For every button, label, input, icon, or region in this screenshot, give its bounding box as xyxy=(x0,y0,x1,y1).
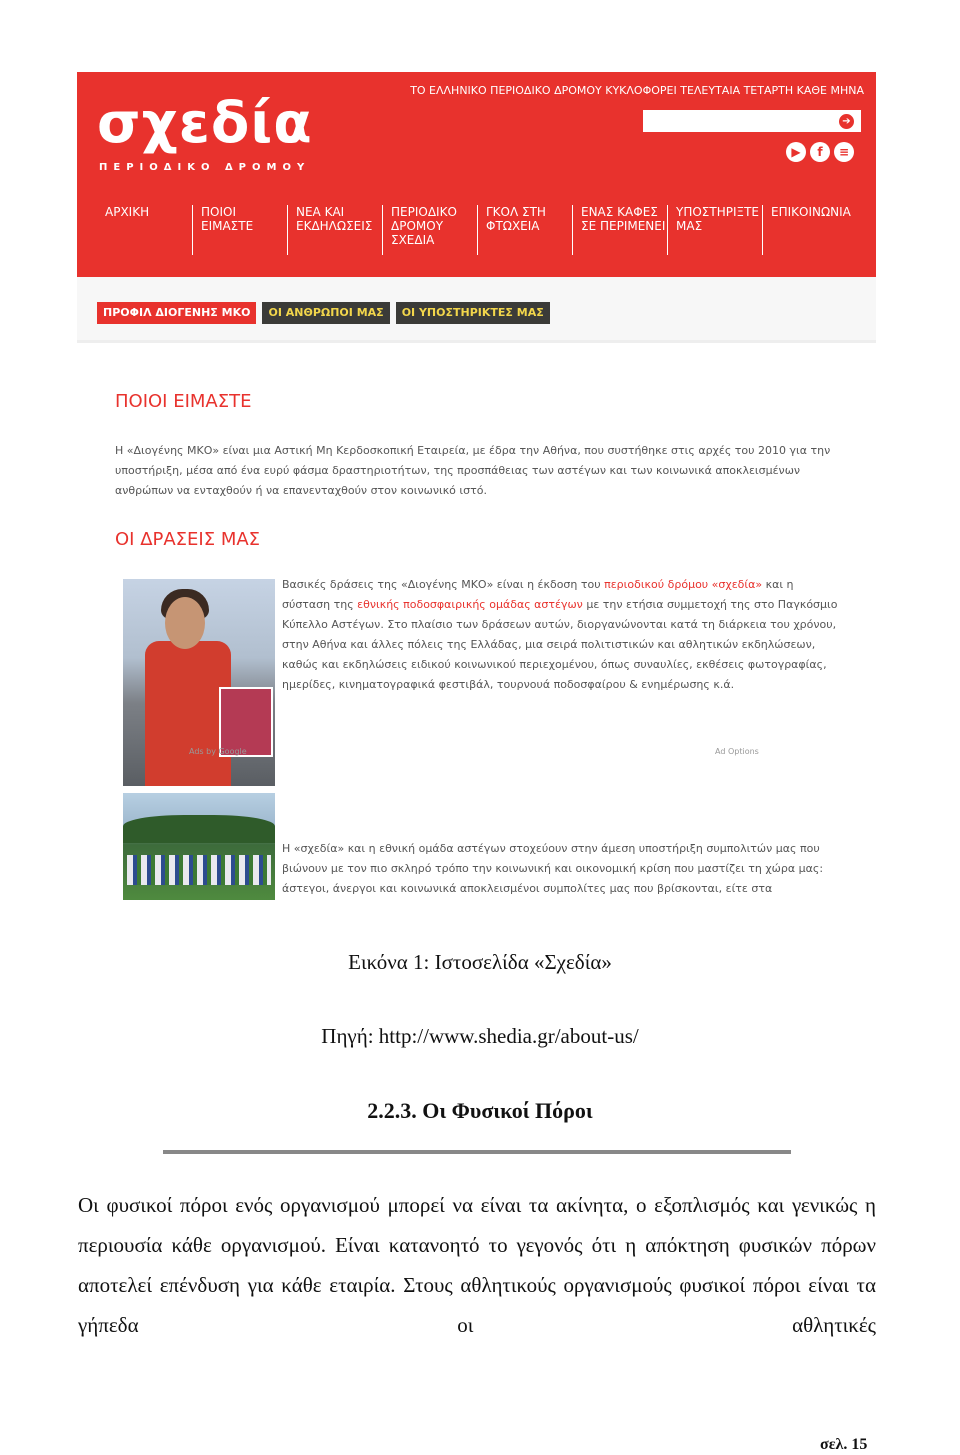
website-screenshot xyxy=(77,72,876,900)
sub-tabs xyxy=(97,302,550,324)
figure-source: Πηγή: http://www.shedia.gr/about-us/ xyxy=(321,1024,639,1048)
ad-label-left[interactable]: Ads by Google xyxy=(189,747,247,756)
nav-item-support-us[interactable]: ΥΠΟΣΤΗΡΙΞΤΕ ΜΑΣ xyxy=(667,205,762,255)
actions-text: Βασικές δράσεις της «Διογένης ΜΚΟ» είναι η έκδοση του περιοδικού δρόμου «σχεδία» και η σύσταση της εθνικής ποδοσφαιρικής ομάδας αστέγων με την ετήσια συμμετοχή της στο Παγκόσμιο Κύπελλο Αστέγων. Στο πλαίσιο των δράσεων αυτών, διοργανώνονται κατά τη διάρκεια του χρόνου, στην Αθήνα και άλλες πόλεις της Ελλάδας, μια σειρά πολιτιστικών και αθλητικών εκδηλώσεων, καθώς και εκδηλώσεις ειδικού κοινωνικού περιεχομένου, όπως συναυλίες, εκθέσεις φωτογραφίας, ημερίδες, κινηματογραφικά φεστιβάλ, τουρνουά ποδοσφαίρου & ενημέρωσης κ.ά. xyxy=(282,578,838,691)
social-icons xyxy=(786,142,854,162)
nav-item-who-we-are[interactable]: ΠΟΙΟΙ ΕΙΜΑΣΤΕ xyxy=(192,205,287,255)
body-paragraph: Οι φυσικοί πόροι ενός οργανισμού μπορεί να είναι τα ακίνητα, ο εξοπλισμός και γενικώς η περιουσία κάθε οργανισμού. Είναι κατανοητό το γεγονός ότι η απόκτηση φυσικών πόρων αποτελεί επένδυση για κάθε εταιρία. Στους αθλητικούς οργανισμούς φυσικοί πόροι είναι τα γήπεδα οι αθλητικές xyxy=(78,1193,876,1337)
actions-title: ΟΙ ΔΡΑΣΕΙΣ ΜΑΣ xyxy=(115,529,261,550)
about-text: Η «Διογένης ΜΚΟ» είναι μια Αστική Μη Κερδοσκοπική Εταιρεία, με έδρα την Αθήνα, που συστήθηκε στις αρχές του 2010 για την υποστήριξη, μέσα από ένα ευρύ φάσμα δραστηριοτήτων, της προσπάθειας των αστέγων και των κοινωνικά αποκλεισμένων ανθρώπων να ενταχθούν ή να επανενταχθούν στον κοινωνικό ιστό. xyxy=(115,444,831,497)
football-team-photo xyxy=(123,793,275,900)
nav-item-news-events[interactable]: ΝΕΑ ΚΑΙ ΕΚΔΗΛΩΣΕΙΣ xyxy=(287,205,382,255)
figure-caption: Εικόνα 1: Ιστοσελίδα «Σχεδία» xyxy=(348,950,612,974)
main-nav xyxy=(97,205,852,255)
team-link[interactable]: εθνικής ποδοσφαιρικής ομάδας αστέγων xyxy=(357,598,583,611)
site-logo[interactable]: σχεδία xyxy=(97,91,313,156)
ad-options-label[interactable]: Ad Options xyxy=(715,747,759,756)
youtube-icon[interactable]: ▶ xyxy=(786,142,806,162)
actions-text-2: Η «σχεδία» και η εθνική ομάδα αστέγων στοχεύουν στην άμεση υποστήριξη συμπολιτών μας που βιώνουν με τον πιο σκληρό τρόπο την κοινωνική και οικονομική κρίση που μαστίζει τη χώρα μας: άστεγοι, άνεργοι και κοινωνικά αποκλεισμένοι συμπολίτες μας που βρίσκονται, είτε στα xyxy=(282,842,824,895)
page-number: σελ. 15 xyxy=(820,1436,868,1453)
tab-our-supporters[interactable]: ΟΙ ΥΠΟΣΤΗΡΙΚΤΕΣ ΜΑΣ xyxy=(396,302,550,324)
heading-rule xyxy=(163,1150,791,1154)
section-heading: 2.2.3. Οι Φυσικοί Πόροι xyxy=(367,1098,593,1123)
nav-item-goal-poverty[interactable]: ΓΚΟΛ ΣΤΗ ΦΤΩΧΕΙΑ xyxy=(477,205,572,255)
nav-item-magazine[interactable]: ΠΕΡΙΟΔΙΚΟ ΔΡΟΜΟΥ ΣΧΕΔΙΑ xyxy=(382,205,477,255)
header-tagline: ΤΟ ΕΛΛΗΝΙΚΟ ΠΕΡΙΟΔΙΚΟ ΔΡΟΜΟΥ ΚΥΚΛΟΦΟΡΕΙ ΤΕΛΕΥΤΑΙΑ ΤΕΤΑΡΤΗ ΚΑΘΕ ΜΗΝΑ xyxy=(410,84,864,97)
about-title: ΠΟΙΟΙ ΕΙΜΑΣΤΕ xyxy=(115,391,252,412)
tab-our-people[interactable]: ΟΙ ΑΝΘΡΩΠΟΙ ΜΑΣ xyxy=(262,302,389,324)
logo-subtitle: ΠΕΡΙΟΔΙΚΟ ΔΡΟΜΟΥ xyxy=(99,162,311,173)
search-go-icon[interactable]: ➔ xyxy=(839,114,854,129)
magazine-link[interactable]: περιοδικού δρόμου «σχεδία» xyxy=(604,578,763,591)
content-panel xyxy=(77,340,876,900)
rss-icon[interactable]: ≡ xyxy=(834,142,854,162)
nav-item-coffee[interactable]: ΕΝΑΣ ΚΑΦΕΣ ΣΕ ΠΕΡΙΜΕΝΕΙ xyxy=(572,205,667,255)
site-header xyxy=(77,72,876,277)
facebook-icon[interactable]: f xyxy=(810,142,830,162)
nav-item-contact[interactable]: ΕΠΙΚΟΙΝΩΝΙΑ xyxy=(762,205,852,255)
search-input[interactable] xyxy=(643,110,861,132)
nav-item-home[interactable]: ΑΡΧΙΚΗ xyxy=(105,205,150,219)
tab-profile[interactable]: ΠΡΟΦΙΛ ΔΙΟΓΕΝΗΣ ΜΚΟ xyxy=(97,302,256,324)
